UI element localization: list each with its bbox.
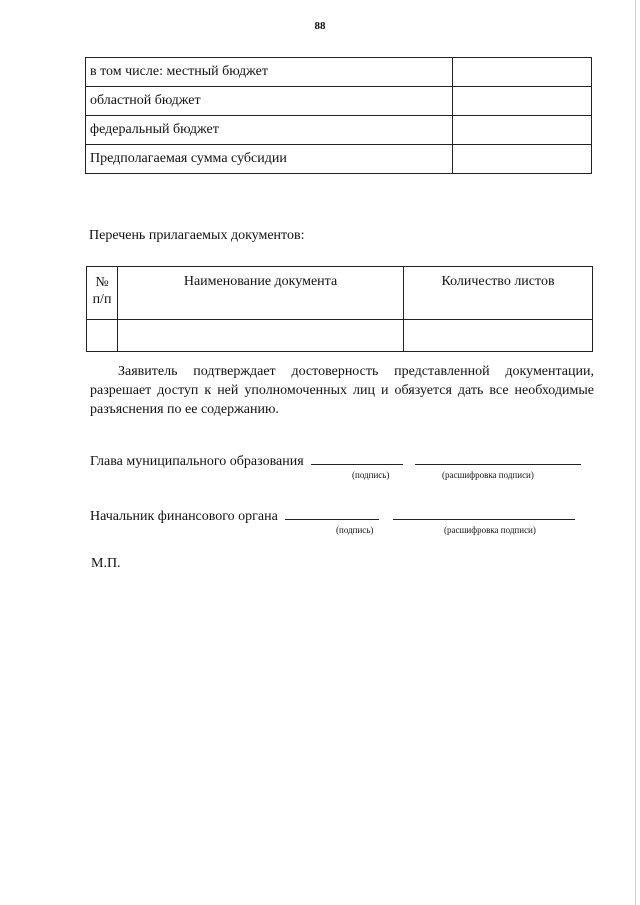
budget-row-label: областной бюджет [86, 87, 453, 116]
table-header-row [87, 267, 593, 320]
signature-caption: (подпись) [336, 525, 374, 535]
signature-line-head [90, 454, 581, 470]
signature-caption: (подпись) [352, 470, 390, 480]
budget-row-label: федеральный бюджет [86, 116, 453, 145]
decoding-caption: (расшифровка подписи) [444, 525, 536, 535]
table-row [86, 87, 592, 116]
signature-role: Глава муниципального образования [90, 454, 304, 469]
budget-table [85, 57, 592, 174]
table-cell [118, 320, 404, 352]
budget-row-value [453, 116, 592, 145]
table-cell [404, 320, 593, 352]
decoding-blank [415, 463, 581, 465]
applicant-statement: Заявитель подтверждает достоверность представленной документации, разрешает доступ к ней уполномоченных лиц и обязуется дать все необходимые разъяснения по ее содержанию. [90, 364, 594, 417]
budget-row-value [453, 58, 592, 87]
budget-row-label: в том числе: местный бюджет [86, 58, 453, 87]
documents-title: Перечень прилагаемых документов: [89, 228, 305, 243]
table-row [86, 58, 592, 87]
stamp-placeholder: М.П. [91, 556, 121, 571]
number-abbrev: п/п [92, 292, 112, 307]
scan-edge-line [635, 0, 636, 905]
signature-line-finance [90, 509, 575, 525]
budget-row-value [453, 87, 592, 116]
budget-row-label: Предполагаемая сумма субсидии [86, 145, 453, 174]
table-row [86, 145, 592, 174]
signature-blank [311, 463, 403, 465]
column-header-sheets: Количество листов [404, 267, 593, 320]
decoding-caption: (расшифровка подписи) [442, 470, 534, 480]
number-sign: № [95, 275, 109, 290]
budget-row-value [453, 145, 592, 174]
page-number: 88 [314, 20, 326, 32]
signature-blank [285, 518, 379, 520]
documents-table [86, 266, 593, 352]
column-header-number [87, 267, 118, 320]
table-row [86, 116, 592, 145]
signature-role: Начальник финансового органа [90, 509, 278, 524]
table-row [87, 320, 593, 352]
column-header-name: Наименование документа [118, 267, 404, 320]
table-cell [87, 320, 118, 352]
decoding-blank [393, 518, 575, 520]
